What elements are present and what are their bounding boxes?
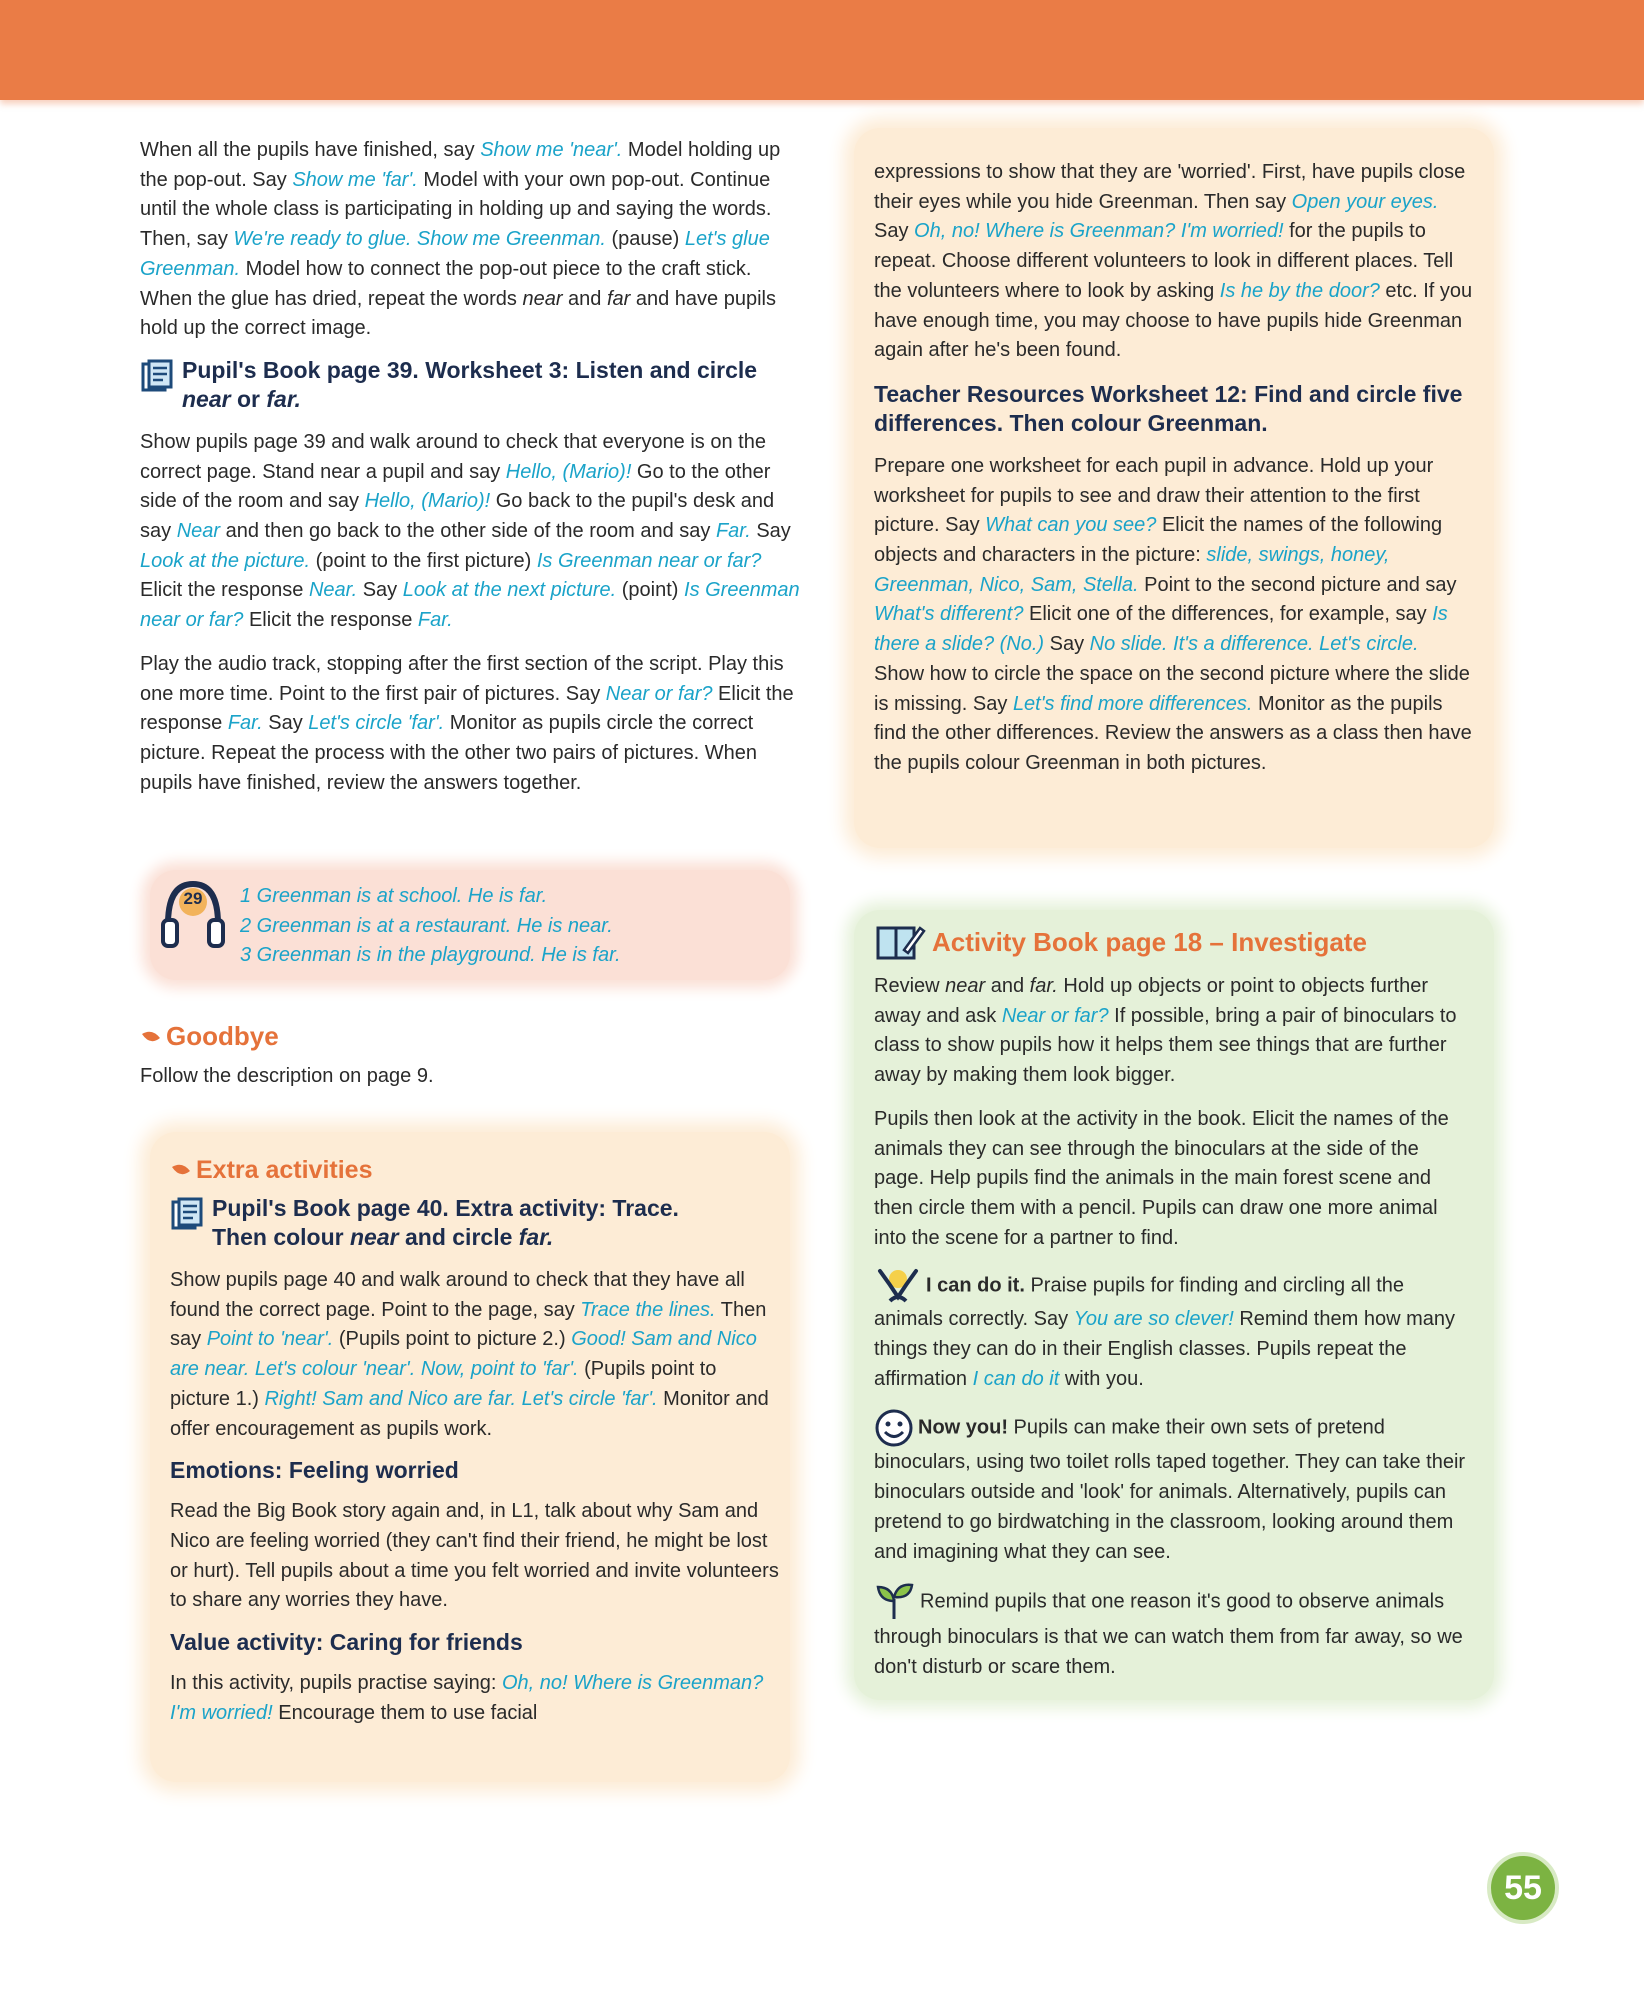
goodbye-heading: Goodbye <box>140 1020 800 1052</box>
model-phrase: Good! Sam and Nico are near. Let's colour 'near'. Now, point to 'far'. <box>170 1328 757 1381</box>
answers-list <box>240 882 621 971</box>
extra-activities-heading: Extra activities <box>170 1154 780 1186</box>
text-run: If possible, bring a pair of binoculars to class to show pupils how it helps them see things that are further away by making them look bigger. <box>874 1004 1457 1087</box>
text-run: Say <box>262 712 309 735</box>
text-run: Show how to circle the space on the second picture where the slide is missing. Say <box>874 662 1470 715</box>
text-run: Elicit the names of the following objects and characters in the picture: <box>874 514 1443 567</box>
model-phrase: I can do it <box>972 1367 1060 1390</box>
text-run: Elicit the response <box>140 682 794 735</box>
model-phrase: slide, swings, honey, Greenman, Nico, Sam, Stella. <box>874 544 1390 596</box>
model-phrase: Is Greenman near or far? <box>140 579 800 632</box>
text-run: (point) <box>616 579 685 602</box>
book-icon <box>170 1196 206 1232</box>
italic-word: near <box>945 975 986 997</box>
model-phrase: Hello, (Mario)! <box>364 490 491 513</box>
leaf-icon <box>170 1163 192 1179</box>
continuation-paragraph <box>874 158 1474 366</box>
model-phrase: Is there a slide? (No.) <box>874 603 1448 656</box>
text-run: for the pupils to repeat. Choose different volunteers to look in different places. Tell the volunteers where to look by asking <box>874 220 1454 302</box>
left-column <box>140 136 800 798</box>
model-phrase: Trace the lines. <box>580 1298 716 1321</box>
model-phrase: Near or far? <box>1001 1004 1109 1027</box>
plant-sprout-icon <box>874 1581 916 1623</box>
model-phrase: Far. <box>417 609 453 632</box>
text-run: Say <box>1044 633 1090 656</box>
teacher-resources-paragraph <box>874 452 1474 779</box>
activity-book-panel <box>854 910 1494 1700</box>
activity-book-icon <box>874 922 926 962</box>
worksheet-heading-text: Pupil's Book page 39. Worksheet 3: Listen and circle near or far. <box>182 356 758 412</box>
text-run: with you. <box>1059 1367 1144 1390</box>
headphones-icon <box>158 874 228 954</box>
model-phrase: Let's circle 'far'. <box>308 712 445 735</box>
text-run: Play the audio track, stopping after the first section of the script. Play this one more time. Point to the first pair of pictures. Say <box>140 652 784 705</box>
answer-item: 2 Greenman is at a restaurant. He is near. <box>240 914 613 937</box>
text-run: Monitor and offer encouragement as pupils work. <box>170 1387 769 1440</box>
now-you-paragraph: Now you! Pupils can make their own sets of pretend binoculars, using two toilet rolls taped together. They can take their binoculars outside and 'look' for animals. Alternatively, pupils can pretend to go birdwatching in the classroom, looking around them and imagining what they can see. <box>874 1408 1474 1567</box>
model-phrase: Near. <box>308 579 358 602</box>
model-phrase: Look at the next picture. <box>402 579 617 602</box>
italic-word: far <box>606 287 631 310</box>
model-phrase: We're ready to glue. Show me Greenman. <box>233 228 606 251</box>
text-run: expressions to show that they are 'worried'. First, have pupils close their eyes while you hide Greenman. Then say <box>874 161 1466 213</box>
model-phrase: Is Greenman near or far? <box>536 549 762 572</box>
italic-word: near <box>522 287 563 310</box>
activity-book-heading: Activity Book page 18 – Investigate <box>874 922 1474 962</box>
emotions-heading: Emotions: Feeling worried <box>170 1457 459 1484</box>
model-phrase: No slide. It's a difference. Let's circle. <box>1089 633 1419 656</box>
text-run: Elicit one of the differences, for example, say <box>1023 603 1433 626</box>
model-phrase: What's different? <box>874 603 1024 626</box>
text-run: Go to the other side of the room and say <box>140 460 771 513</box>
model-phrase: Is he by the door? <box>1219 279 1380 302</box>
can-do-paragraph: I can do it. Praise pupils for finding and circling all the animals correctly. Say You are so clever! Remind them how many things they can do in their English classes. Pupils repeat the affirmation I can do it with you. <box>874 1267 1474 1394</box>
text-run: Show pupils page 39 and walk around to check that everyone is on the correct page. Stand near a pupil and say <box>140 430 766 483</box>
answer-item: 3 Greenman is in the playground. He is far. <box>240 944 621 967</box>
audio-track-number: 29 <box>183 889 203 908</box>
text-run: (point to the first picture) <box>310 549 537 572</box>
remind-paragraph: Remind pupils that one reason it's good to observe animals through binoculars is that we can watch them from far away, so we don't disturb or scare them. <box>874 1581 1474 1682</box>
text-run: In this activity, pupils practise saying: <box>170 1672 502 1695</box>
text-run: Monitor as the pupils find the other differences. Review the answers as a class then have the pupils colour Greenman in both pictures. <box>874 692 1472 774</box>
text-run: (Pupils point to picture 2.) <box>333 1328 572 1351</box>
model-phrase: Open your eyes. <box>1291 190 1439 213</box>
extra-activities-panel <box>150 1132 790 1782</box>
text-run: Elicit the response <box>243 609 418 632</box>
continuation-panel <box>854 128 1494 848</box>
text-run: (pause) <box>605 228 685 251</box>
text-run: (Pupils point to picture 1.) <box>170 1358 717 1410</box>
activity-book-paragraph-1 <box>874 972 1474 1091</box>
text-run: and <box>985 975 1030 997</box>
intro-paragraph <box>140 136 800 344</box>
text-run: Then say <box>170 1298 767 1351</box>
text-run: Elicit the response <box>140 579 309 602</box>
text-run: Say <box>874 220 915 243</box>
model-phrase: Show me 'far'. <box>292 168 418 191</box>
book-icon <box>140 358 176 394</box>
teacher-resources-heading: Teacher Resources Worksheet 12: Find and circle five differences. Then colour Greenman. <box>874 380 1463 436</box>
leaf-icon <box>140 1030 162 1046</box>
text-run: and have pupils hold up the correct image. <box>140 287 776 340</box>
model-phrase: Right! Sam and Nico are far. Let's circle 'far'. <box>264 1387 658 1410</box>
model-phrase: Point to 'near'. <box>206 1328 334 1351</box>
model-phrase: Near or far? <box>605 682 713 705</box>
smiley-face-icon <box>874 1408 914 1448</box>
extra-pb-heading-text: Pupil's Book page 40. Extra activity: Trace. Then colour near and circle far. <box>212 1195 679 1250</box>
text-run: When all the pupils have finished, say <box>140 139 481 161</box>
model-phrase: Oh, no! Where is Greenman? I'm worried! <box>914 220 1284 243</box>
text-run: Say <box>357 579 403 602</box>
text-run: Hold up objects or point to objects further away and ask <box>874 975 1429 1027</box>
emotions-paragraph: Read the Big Book story again and, in L1, talk about why Sam and Nico are feeling worried (they can't find their friend, he might be lost or hurt). Tell pupils about a time you felt worried and invite volunteers to share any worries they have. <box>170 1500 779 1612</box>
model-phrase: Far. <box>715 520 751 543</box>
model-phrase: You are so clever! <box>1073 1308 1234 1331</box>
page-number: 55 <box>1487 1852 1559 1924</box>
text-run: Model how to connect the pop-out piece to the craft stick. When the glue has dried, repeat the words <box>140 257 752 310</box>
model-phrase: Hello, (Mario)! <box>505 460 632 483</box>
text-run: and <box>562 287 607 310</box>
text-run: Monitor as pupils circle the correct picture. Repeat the process with the other two pairs of pictures. When pupils have finished, review the answers together. <box>140 712 757 794</box>
answer-item: 1 Greenman is at school. He is far. <box>240 885 548 907</box>
goodbye-section <box>140 1020 800 1092</box>
model-phrase: Let's glue Greenman. <box>140 228 770 280</box>
model-phrase: What can you see? <box>985 514 1157 537</box>
model-phrase: Let's find more differences. <box>1012 692 1253 715</box>
worksheet-heading <box>140 356 800 414</box>
text-run: Point to the second picture and say <box>1138 573 1457 596</box>
model-phrase: Show me 'near'. <box>480 139 623 161</box>
text-run: Go back to the pupil's desk and say <box>140 490 775 543</box>
text-run: Remind them how many things they can do in their English classes. Pupils repeat the affirmation <box>874 1308 1455 1390</box>
text-run: Show pupils page 40 and walk around to check that they have all found the correct page. Point to the page, say <box>170 1269 745 1321</box>
text-run: Model with your own pop-out. Continue until the whole class is participating in holding up and saying the words. Then, say <box>140 168 772 251</box>
answers-panel <box>150 870 790 980</box>
value-paragraph <box>170 1669 780 1728</box>
text-run: Review <box>874 975 946 997</box>
extra-pb-paragraph <box>170 1266 780 1444</box>
text-run: Model holding up the pop-out. Say <box>140 139 781 191</box>
model-phrase: Far. <box>227 712 263 735</box>
play-audio-paragraph <box>140 650 800 799</box>
extra-pb-heading <box>170 1194 780 1252</box>
model-phrase: Oh, no! Where is Greenman? I'm worried! <box>170 1672 764 1724</box>
italic-word: far. <box>1029 975 1058 997</box>
model-phrase: Look at the picture. <box>140 549 311 572</box>
show-pupils-paragraph <box>140 428 800 636</box>
top-orange-banner <box>0 0 1644 100</box>
model-phrase: Near <box>176 520 221 543</box>
goodbye-text: Follow the description on page 9. <box>140 1065 434 1087</box>
text-run: Encourage them to use facial <box>272 1701 538 1724</box>
text-run: Prepare one worksheet for each pupil in advance. Hold up your worksheet for pupils to see and draw their attention to the first picture. Say <box>874 454 1434 537</box>
value-heading: Value activity: Caring for friends <box>170 1629 523 1656</box>
celebrating-person-icon <box>874 1267 922 1305</box>
activity-book-paragraph-2: Pupils then look at the activity in the book. Elicit the names of the animals they can see through the binoculars at the side of the page. Help pupils find the animals in the main forest scene and then circle them with a pencil. Pupils can draw one more animal into the scene for a partner to find. <box>874 1107 1449 1249</box>
text-run: etc. If you have enough time, you may choose to have pupils hide Greenman again after he's been found. <box>874 279 1473 362</box>
text-run: Say <box>750 520 791 543</box>
text-run: Praise pupils for finding and circling all the animals correctly. Say <box>874 1274 1404 1331</box>
text-run: and then go back to the other side of the room and say <box>220 520 716 543</box>
